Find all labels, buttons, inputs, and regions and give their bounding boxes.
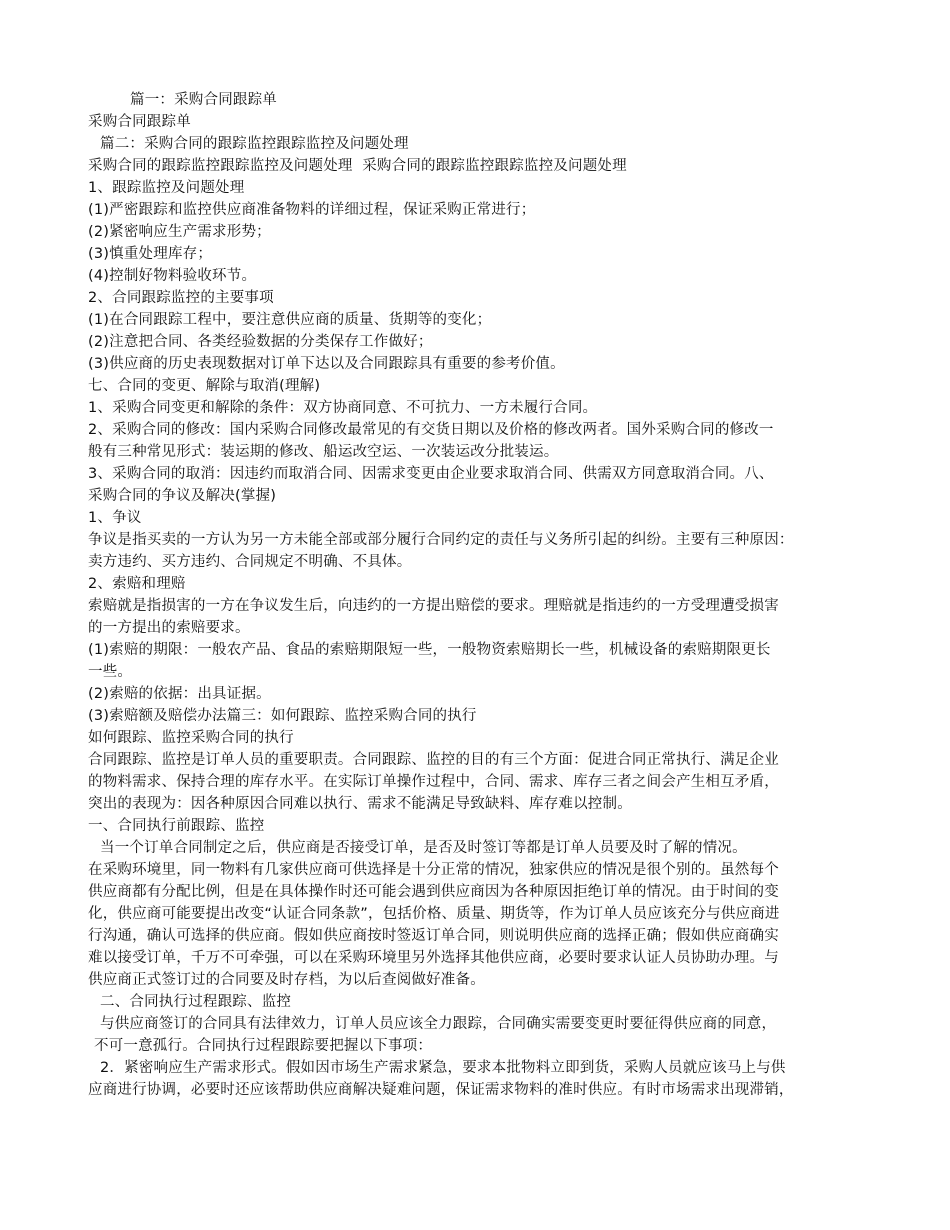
text-line: 在采购环境里，同一物料有几家供应商可供选择是十分正常的情况，独家供应的情况是很个别的。虽然每个	[88, 862, 779, 878]
text-line: 二、合同执行过程跟踪、监控	[100, 994, 292, 1010]
document-body	[88, 89, 878, 1101]
text-line: 卖方违约、买方违约、合同规定不明确、不具体。	[88, 554, 412, 570]
text-line: 篇二：采购合同的跟踪监控跟踪监控及问题处理	[100, 136, 409, 152]
text-line: 1、跟踪监控及问题处理	[88, 180, 245, 196]
text-line: 的物料需求、保持合理的库存水平。在实际订单操作过程中，合同、需求、库存三者之间会产生相互矛盾，	[88, 774, 779, 790]
text-line: (3)索赔额及赔偿办法篇三：如何跟踪、监控采购合同的执行	[88, 708, 477, 724]
text-line: 2、合同跟踪监控的主要事项	[88, 290, 274, 306]
text-line: 1、争议	[88, 510, 142, 526]
text-line: 突出的表现为：因各种原因合同难以执行、需求不能满足导致缺料、库存难以控制。	[88, 796, 632, 812]
text-line: 当一个订单合同制定之后，供应商是否接受订单，是否及时签订等都是订单人员要及时了解的情况。	[100, 840, 747, 856]
text-line: 采购合同跟踪单	[88, 114, 191, 130]
text-line: 与供应商签订的合同具有法律效力，订单人员应该全力跟踪，合同确实需要变更时要征得供应商的同意，	[100, 1016, 777, 1032]
text-line: (3)慎重处理库存；	[88, 246, 213, 262]
text-line: 的一方提出的索赔要求。	[88, 620, 250, 636]
text-line: 行沟通，确认可选择的供应商。假如供应商按时签返订单合同，则说明供应商的选择正确；假如供应商确实	[88, 928, 779, 944]
text-line: 化，供应商可能要提出改变“认证合同条款”，包括价格、质量、期货等，作为订单人员应该充分与供应商进	[88, 906, 780, 922]
text-line: (2)紧密响应生产需求形势；	[88, 224, 271, 240]
text-line: (3)供应商的历史表现数据对订单下达以及合同跟踪具有重要的参考价值。	[88, 356, 565, 372]
text-line: 3、采购合同的取消：因违约而取消合同、因需求变更由企业要求取消合同、供需双方同意取消合同。八、	[88, 466, 774, 482]
text-line: 合同跟踪、监控是订单人员的重要职责。合同跟踪、监控的目的有三个方面：促进合同正常执行、满足企业	[88, 752, 779, 768]
text-line: 2、采购合同的修改：国内采购合同修改最常见的有交货日期以及价格的修改两者。国外采购合同的修改一	[88, 422, 774, 438]
text-line: 供应商正式签订过的合同要及时存档，为以后查阅做好准备。	[88, 972, 485, 988]
text-line: 般有三种常见形式：装运期的修改、船运改空运、一次装运改分批装运。	[88, 444, 559, 460]
text-line: (1)严密跟踪和监控供应商准备物料的详细过程，保证采购正常进行；	[88, 202, 536, 218]
text-line: (2)注意把合同、各类经验数据的分类保存工作做好；	[88, 334, 433, 350]
text-line: 2．紧密响应生产需求形式。假如因市场生产需求紧急，要求本批物料立即到货，采购人员就应该马上与供	[100, 1060, 786, 1076]
text-line: 应商进行协调，必要时还应该帮助供应商解决疑难问题，保证需求物料的准时供应。有时市场需求出现滞销，	[88, 1082, 794, 1098]
text-line: 供应商都有分配比例，但是在具体操作时还可能会遇到供应商因为各种原因拒绝订单的情况。由于时间的变	[88, 884, 779, 900]
text-line: 不可一意孤行。合同执行过程跟踪要把握以下事项：	[94, 1038, 433, 1054]
text-line: (1)索赔的期限：一般农产品、食品的索赔期限短一些，一般物资索赔期长一些，机械设备的索赔期限更长	[88, 642, 771, 658]
text-line: 采购合同的跟踪监控跟踪监控及问题处理 采购合同的跟踪监控跟踪监控及问题处理	[88, 158, 627, 174]
text-line: 难以接受订单，千万不可牵强，可以在采购环境里另外选择其他供应商，必要时要求认证人员协助办理。与	[88, 950, 779, 966]
text-line: 篇一：采购合同跟踪单	[130, 92, 277, 108]
text-line: 如何跟踪、监控采购合同的执行	[88, 730, 294, 746]
text-line: 争议是指买卖的一方认为另一方未能全部或部分履行合同约定的责任与义务所引起的纠纷。主要有三种原因：	[88, 532, 794, 548]
text-line: 七、合同的变更、解除与取消(理解)	[88, 378, 321, 394]
text-line: 2、索赔和理赔	[88, 576, 186, 592]
text-line: 一些。	[88, 664, 133, 680]
text-line: (1)在合同跟踪工程中，要注意供应商的质量、货期等的变化；	[88, 312, 492, 328]
text-line: 一、合同执行前跟踪、监控	[88, 818, 265, 834]
text-line: (4)控制好物料验收环节。	[88, 268, 257, 284]
text-line: (2)索赔的依据：出具证据。	[88, 686, 271, 702]
text-line: 索赔就是指损害的一方在争议发生后，向违约的一方提出赔偿的要求。理赔就是指违约的一方受理遭受损害	[88, 598, 779, 614]
text-line: 1、采购合同变更和解除的条件：双方协商同意、不可抗力、一方未履行合同。	[88, 400, 598, 416]
text-line: 采购合同的争议及解决(掌握)	[88, 488, 277, 504]
